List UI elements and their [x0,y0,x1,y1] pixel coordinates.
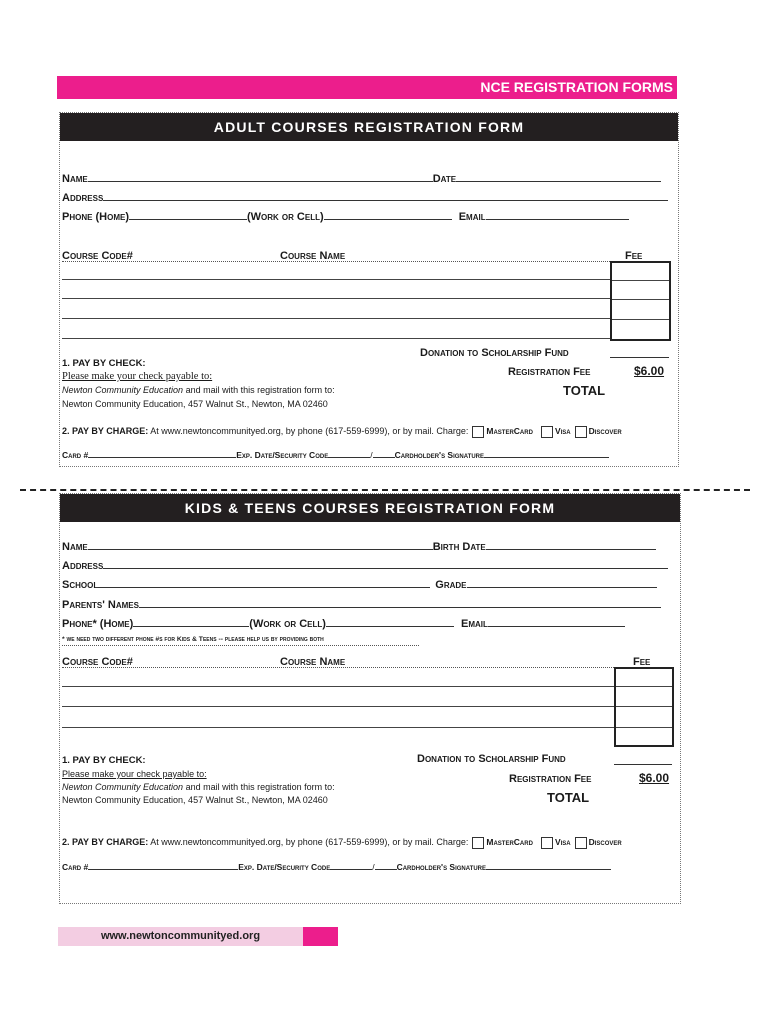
adult-date-label: Date [432,173,457,185]
kids-check-rest: and mail with this registration form to: [183,782,335,792]
adult-security-field[interactable] [373,450,395,458]
kids-parents-field[interactable] [139,598,661,608]
kids-phone-label: Phone* (Home) [62,618,134,630]
kids-parents-row [62,598,661,611]
kids-discover-checkbox[interactable] [575,837,587,849]
kids-email-label: Email [461,618,488,630]
kids-birth-date-field[interactable] [486,540,656,550]
kids-card-field[interactable] [88,862,238,870]
adult-date-field[interactable] [456,172,661,182]
adult-work-label: (Work or Cell) [247,211,324,223]
adult-course-row[interactable] [62,318,610,319]
footer-website-link[interactable]: www.newtoncommunityed.org [58,927,303,946]
adult-charge-text: At www.newtoncommunityed.org, by phone (617-559-6999), or by mail. Charge: [148,426,469,436]
kids-slash: / [372,862,375,872]
adult-email-label: Email [458,211,486,223]
adult-phone-field[interactable] [129,210,247,220]
adult-fee-label: Fee [625,250,643,262]
kids-check-payable: Please make your check payable to: [62,769,207,779]
adult-check-mail-line [62,384,335,396]
kids-check-mail-line [62,781,335,793]
kids-grade-label: Grade [435,579,467,591]
kids-work-label: (Work or Cell) [249,618,326,630]
kids-course-row[interactable] [62,706,614,707]
kids-parents-label: Parents' Names [62,599,139,611]
adult-discover-label: Discover [588,426,622,436]
kids-discover-label: Discover [588,837,622,847]
adult-mastercard-label: MasterCard [486,426,533,436]
kids-fee-box[interactable] [614,667,674,747]
kids-card-label: Card # [62,862,89,872]
kids-address-field[interactable] [103,559,668,569]
kids-reg-fee-value: $6.00 [639,771,670,785]
adult-pay-charge-row [62,425,622,438]
adult-address-field[interactable] [103,191,668,201]
cut-line-divider [20,489,750,491]
adult-check-address: Newton Community Education, 457 Walnut St., Newton, MA 02460 [62,399,328,409]
kids-school-row [62,578,657,591]
adult-work-field[interactable] [324,210,452,220]
adult-check-payable: Please make your check payable to: [62,371,213,382]
kids-name-label: Name [62,541,88,553]
adult-total-label: TOTAL [563,383,606,398]
adult-pay-check-label: 1. PAY BY CHECK: [62,358,146,369]
kids-visa-checkbox[interactable] [541,837,553,849]
kids-donation-label: Donation to Scholarship Fund [417,753,566,765]
kids-donation-field[interactable] [614,764,672,765]
adult-visa-label: Visa [554,426,571,436]
kids-name-field[interactable] [88,540,433,550]
adult-reg-fee-label: Registration Fee [508,366,591,378]
adult-course-name-label: Course Name [280,250,346,262]
adult-discover-checkbox[interactable] [575,426,587,438]
kids-address-row [62,559,668,572]
adult-exp-label: Exp. Date/Security Code [236,450,329,460]
kids-pay-charge-row [62,836,622,849]
adult-card-label: Card # [62,450,89,460]
kids-form-title: KIDS & TEENS COURSES REGISTRATION FORM [60,494,680,522]
adult-email-field[interactable] [486,210,629,220]
adult-course-code-label: Course Code# [62,250,133,262]
adult-slash: / [370,450,373,460]
kids-card-row [62,862,611,872]
kids-school-field[interactable] [98,578,430,588]
adult-name-label: Name [62,173,88,185]
adult-phone-label: Phone (Home) [62,211,129,223]
kids-reg-fee-label: Registration Fee [509,773,592,785]
kids-phone-note: * we need two different phone #s for Kids & Teens -- please help us by providing both [62,636,324,643]
adult-donation-field[interactable] [610,357,669,358]
kids-school-label: School [62,579,99,591]
kids-course-header-line [62,667,614,668]
adult-mastercard-checkbox[interactable] [472,426,484,438]
kids-work-field[interactable] [326,617,454,627]
kids-address-label: Address [62,560,104,572]
kids-mastercard-checkbox[interactable] [472,837,484,849]
kids-exp-label: Exp. Date/Security Code [238,862,331,872]
kids-course-row[interactable] [62,686,614,687]
adult-signature-label: Cardholder's Signature [394,450,484,460]
adult-check-rest: and mail with this registration form to: [183,385,335,395]
adult-signature-field[interactable] [484,450,609,458]
kids-course-name-label: Course Name [280,656,346,668]
kids-phone-field[interactable] [133,617,249,627]
banner: NCE REGISTRATION FORMS [57,76,677,99]
adult-pay-charge-label: 2. PAY BY CHARGE: [62,426,149,436]
adult-address-label: Address [62,192,104,204]
kids-course-code-label: Course Code# [62,656,133,668]
kids-visa-label: Visa [554,837,571,847]
kids-security-field[interactable] [375,862,397,870]
adult-card-field[interactable] [88,450,236,458]
adult-name-field[interactable] [88,172,433,182]
kids-phone-row [62,617,625,630]
adult-course-row[interactable] [62,298,610,299]
adult-reg-fee-value: $6.00 [634,364,665,378]
kids-total-label: TOTAL [547,790,590,805]
adult-form-title: ADULT COURSES REGISTRATION FORM [60,113,678,141]
adult-form [59,112,679,467]
adult-donation-label: Donation to Scholarship Fund [420,347,569,359]
adult-course-row[interactable] [62,338,610,339]
kids-exp-field[interactable] [330,862,375,872]
kids-name-row [62,540,656,553]
footer-accent-block [303,927,338,946]
adult-phone-row [62,210,629,223]
adult-address-row [62,191,668,204]
kids-pay-check-label: 1. PAY BY CHECK: [62,755,146,766]
kids-signature-field[interactable] [486,862,611,870]
adult-course-header-line [62,261,610,262]
adult-visa-checkbox[interactable] [541,426,553,438]
kids-grade-field[interactable] [467,578,657,588]
adult-name-row [62,172,661,185]
kids-mastercard-label: MasterCard [486,837,533,847]
kids-fee-label: Fee [633,656,651,668]
kids-course-row[interactable] [62,727,614,728]
kids-note-underline [62,645,419,646]
adult-card-row [62,450,609,460]
kids-charge-text: At www.newtoncommunityed.org, by phone (617-559-6999), or by mail. Charge: [148,837,469,847]
kids-pay-charge-label: 2. PAY BY CHARGE: [62,837,149,847]
kids-check-address: Newton Community Education, 457 Walnut St., Newton, MA 02460 [62,795,328,805]
kids-birth-date-label: Birth Date [432,541,486,553]
kids-signature-label: Cardholder's Signature [396,862,486,872]
adult-check-italic: Newton Community Education [62,385,184,395]
adult-exp-field[interactable] [328,450,373,460]
kids-check-italic: Newton Community Education [62,782,184,792]
adult-course-row[interactable] [62,279,610,280]
adult-fee-box[interactable] [610,261,671,341]
kids-email-field[interactable] [488,617,625,627]
